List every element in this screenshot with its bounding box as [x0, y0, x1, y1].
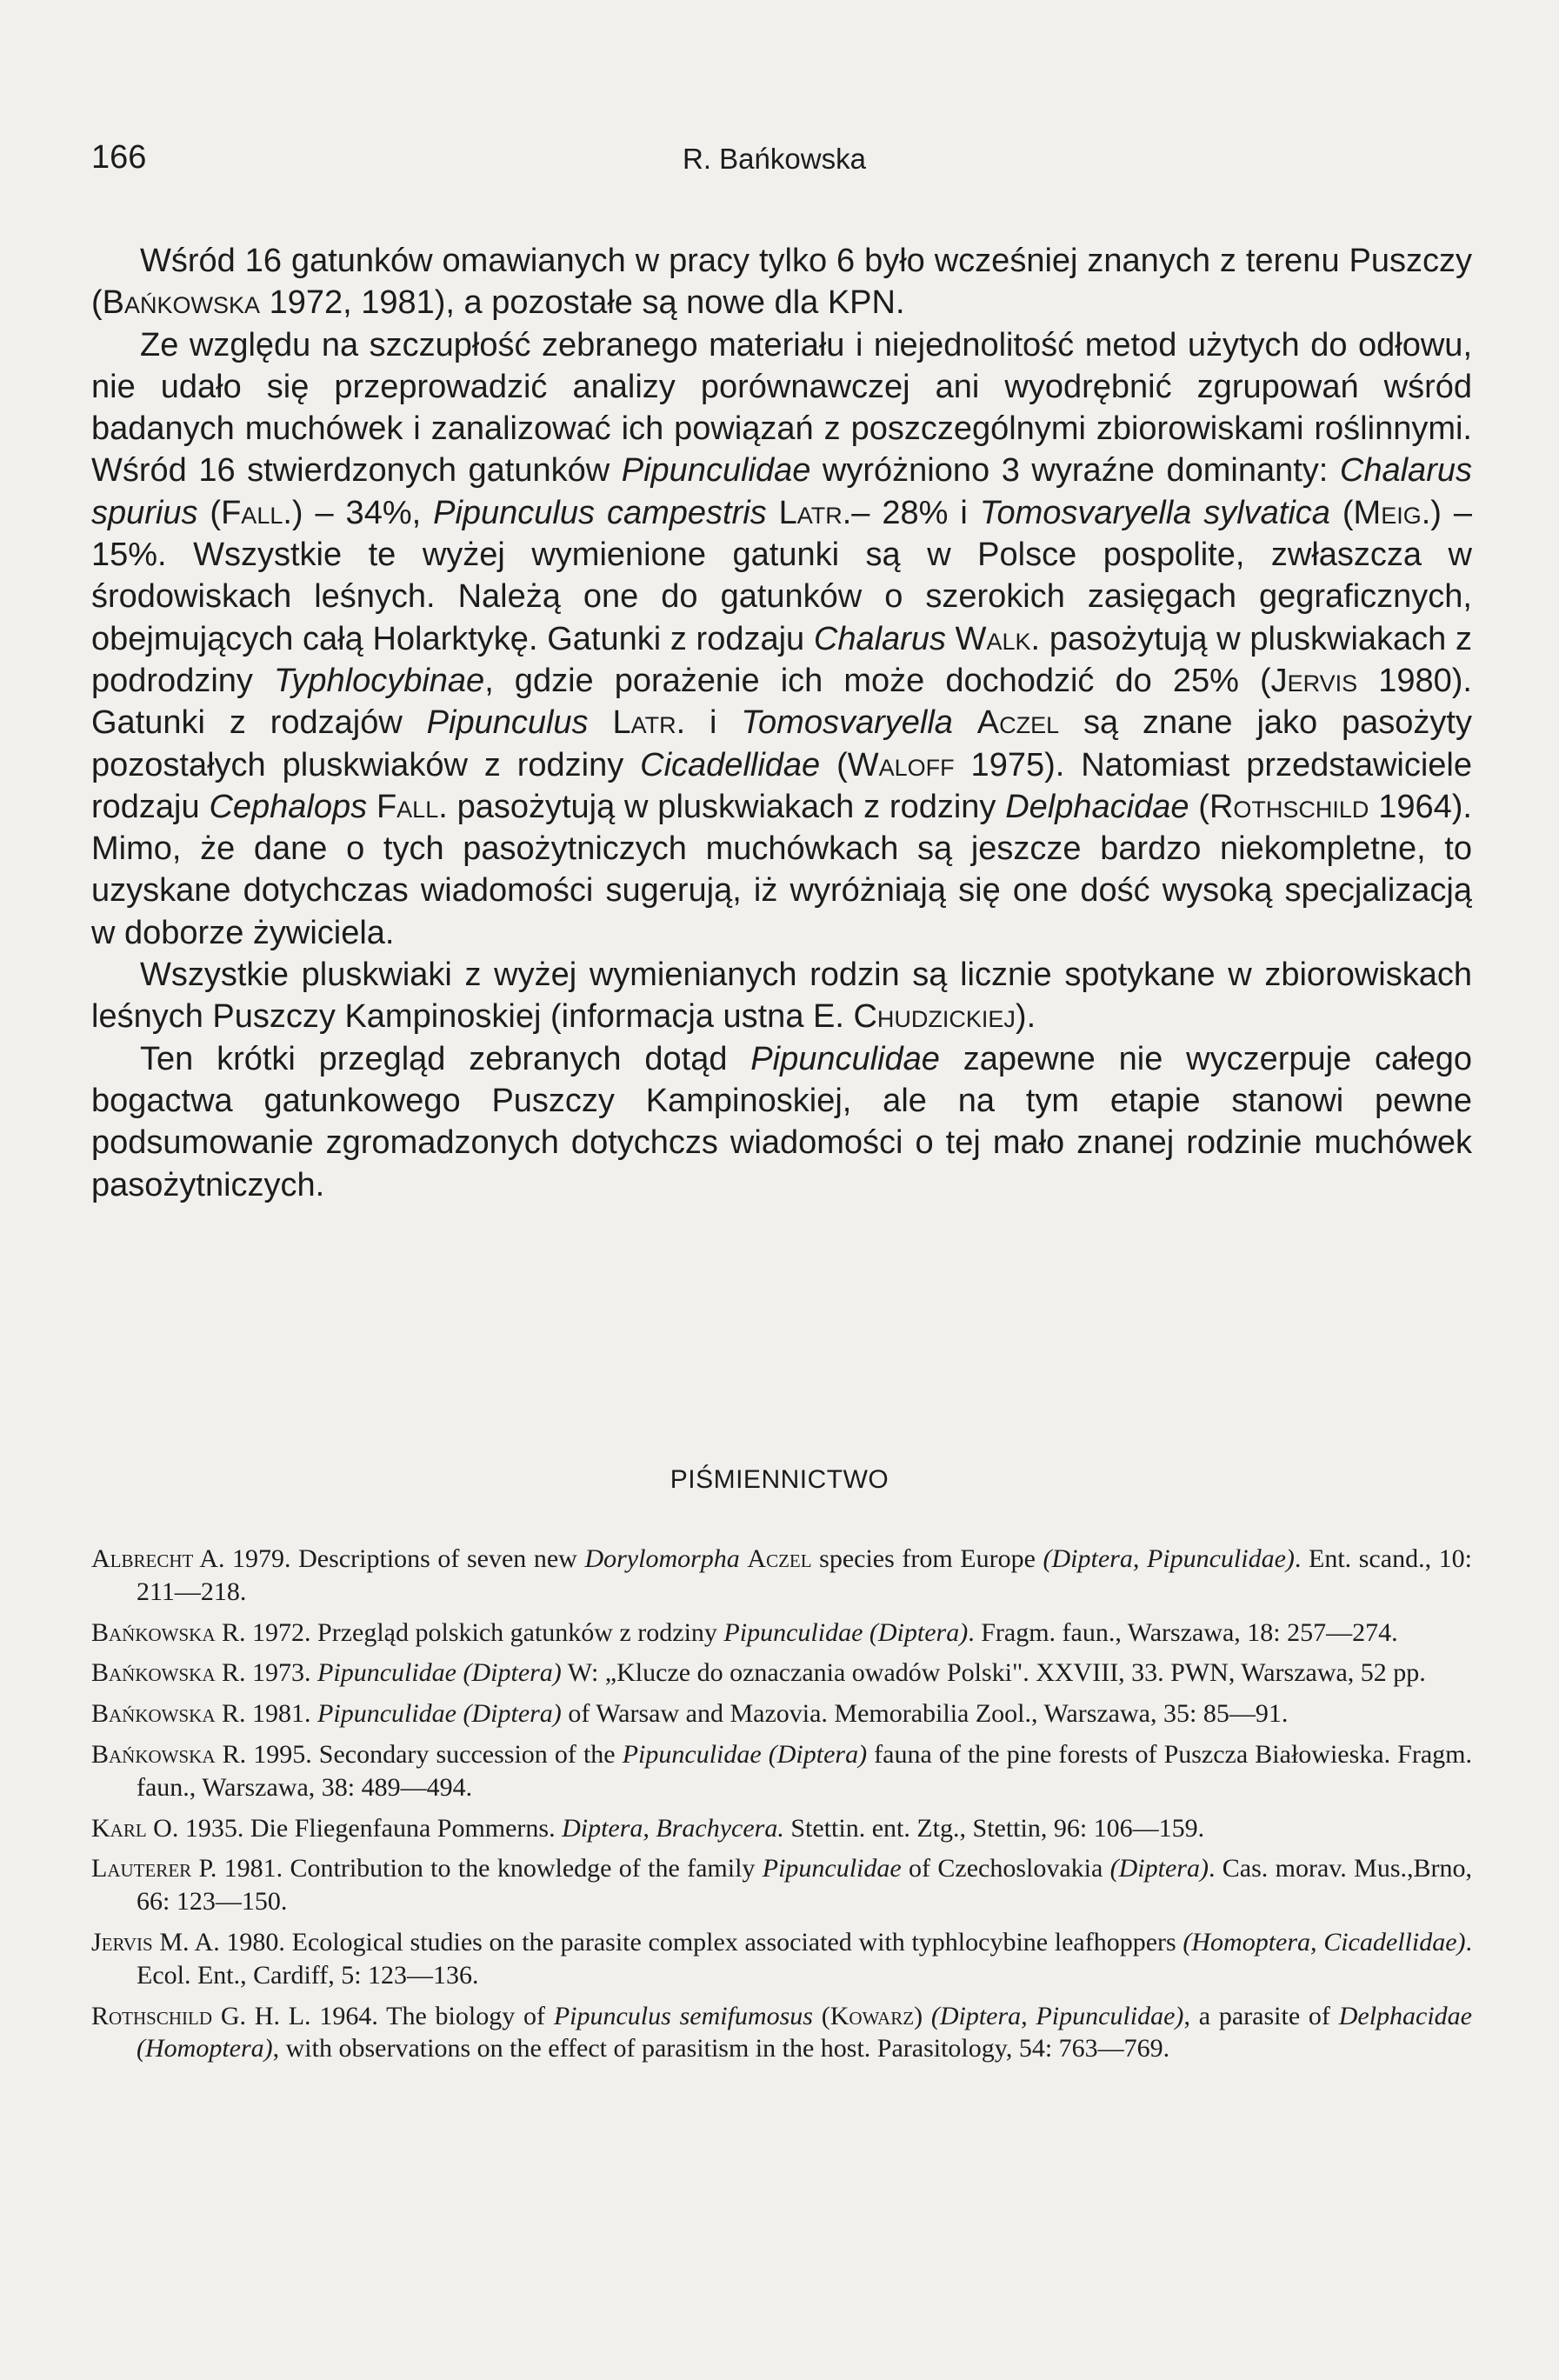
reference-item: [91, 1738, 1472, 1804]
author-name: Kowarz: [829, 2001, 915, 2030]
reference-item: [91, 1926, 1472, 1992]
taxon-name: Typhlocybinae: [273, 662, 485, 699]
reference-author: Bańkowska: [91, 1617, 216, 1647]
body-text: [91, 240, 1472, 1206]
taxon-name: Tomosvaryella sylvatica: [979, 494, 1330, 531]
text-run: 1964). Mimo, że dane o tych pasożytniczych muchówkach są jeszcze bardzo niekompletne, to uzyskane dotychczas wiadomości sugerują, iż wyróżniają się one dość wysoką specjalizacją w doborze żywiciela.: [91, 788, 1472, 951]
text-run: Wszystkie pluskwiaki z wyżej wymienianych rodzin są licznie spotykane w zbiorowiskach leśnych Puszczy Kampinoskiej (informacja ustna E.: [91, 957, 1472, 1036]
text-run: R. 1995. Secondary succession of the: [215, 1739, 623, 1769]
text-run: [589, 704, 613, 741]
taxon-name: (Homoptera, Cicadellidae): [1183, 1927, 1466, 1957]
taxon-name: Diptera, Brachycera.: [562, 1813, 784, 1843]
paragraph-2: [91, 324, 1472, 954]
author-name: Meig.: [1353, 494, 1431, 531]
reference-item: [91, 1852, 1472, 1918]
reference-author: Rothschild: [91, 2001, 213, 2030]
text-run: (: [820, 746, 848, 783]
author-name: Chudzickiej: [853, 998, 1016, 1036]
text-run: (: [1189, 788, 1209, 825]
taxon-name: Pipunculidae (Diptera): [622, 1739, 868, 1769]
taxon-name: Pipunculidae (Diptera): [317, 1699, 562, 1729]
text-run: species from Europe: [811, 1544, 1043, 1573]
author-name: Bańkowska: [102, 284, 261, 322]
taxon-name: Dorylomorpha: [584, 1544, 740, 1573]
text-run: ): [914, 2001, 931, 2030]
reference-item: [91, 1812, 1472, 1845]
text-run: . Cas. morav. Mus.,Brno, 66: 123—150.: [137, 1854, 1472, 1917]
text-run: . Fragm. faun., Warszawa, 18: 257—274.: [968, 1617, 1398, 1647]
taxon-name: Pipunculus campestris: [433, 494, 767, 531]
text-run: [946, 621, 956, 657]
text-run: ) – 34%,: [291, 494, 434, 531]
taxon-name: Pipunculidae (Diptera): [317, 1658, 562, 1688]
reference-author: Albrecht: [91, 1544, 194, 1573]
taxon-name: (Diptera): [1109, 1854, 1209, 1883]
taxon-name: Pipunculidae: [750, 1040, 940, 1077]
references-heading: PIŚMIENNICTWO: [670, 1465, 889, 1494]
taxon-name: Cephalops: [209, 788, 368, 825]
reference-item: [91, 1617, 1472, 1650]
text-run: – 28% i: [851, 494, 980, 531]
text-run: zapewne nie wyczerpuje całego bogactwa gatunkowego Puszczy Kampinoskiej, ale na tym etapie stanowi pewne podsumowanie zgromadzonych dotychczs wiadomości o tej mało znanej rodzinie muchówek pasożytniczych.: [91, 1040, 1472, 1203]
text-run: , a parasite of: [1183, 2001, 1339, 2030]
text-run: O. 1935. Die Fliegenfauna Pommerns.: [146, 1813, 563, 1843]
text-run: (: [1329, 494, 1354, 531]
text-run: (: [197, 494, 222, 531]
text-run: . Ecol. Ent., Cardiff, 5: 123—136.: [137, 1927, 1473, 1990]
paragraph-4: [91, 1038, 1472, 1206]
reference-author: Karl: [91, 1813, 147, 1843]
reference-author: Lauterer: [91, 1854, 192, 1883]
text-run: G. H. L. 1964. The biology of: [212, 2001, 554, 2030]
taxon-name: (Diptera, Pipunculidae): [930, 2001, 1184, 2030]
text-run: R. 1973.: [215, 1658, 318, 1688]
reference-author: Bańkowska: [91, 1699, 216, 1729]
taxon-name: Chalarus spurius: [91, 452, 1472, 531]
author-name: Latr.: [612, 704, 686, 742]
text-run: ).: [1015, 998, 1036, 1036]
reference-author: Jervis: [91, 1927, 153, 1957]
text-run: [367, 789, 376, 825]
reference-author: Bańkowska: [91, 1739, 216, 1769]
references-list: [91, 1543, 1472, 2073]
taxon-name: Delphacidae: [1005, 788, 1189, 825]
taxon-name: Pipunculus semifumosus: [553, 2001, 813, 2030]
author-name: Jervis: [1270, 662, 1358, 699]
taxon-name: Tomosvaryella: [741, 704, 953, 742]
text-run: pasożytują w pluskwiakach z podrodziny: [91, 620, 1473, 699]
text-run: fauna of the pine forests of Puszcza Białowieska. Fragm. faun., Warszawa, 38: 489—494.: [137, 1739, 1472, 1802]
text-run: wyróżniono 3 wyraźne dominanty:: [810, 452, 1340, 490]
author-name: Walk.: [955, 620, 1041, 657]
text-run: pasożytują w pluskwiakach z rodziny: [447, 788, 1006, 825]
taxon-name: Pipunculidae: [762, 1854, 902, 1883]
text-run: [953, 704, 977, 741]
text-run: Wśród 16 gatunków omawianych w pracy tylko 6 było wcześniej znanych z terenu Puszczy (: [91, 243, 1472, 322]
text-run: Ten krótki przegląd zebranych dotąd: [140, 1040, 751, 1077]
text-run: A. 1979. Descriptions of seven new: [193, 1544, 585, 1573]
reference-author: Bańkowska: [91, 1658, 216, 1688]
text-run: , with observations on the effect of parasitism in the host. Parasitology, 54: 763—769.: [272, 2034, 1170, 2063]
taxon-name: (Diptera, Pipunculidae): [1043, 1544, 1295, 1573]
text-run: i: [685, 704, 742, 742]
text-run: 1972, 1981), a pozostałe są nowe dla KPN.: [260, 284, 905, 322]
taxon-name: Cicadellidae: [640, 746, 821, 783]
text-run: , gdzie porażenie ich może dochodzić do 25% (: [484, 662, 1271, 699]
author-name: Aczel: [976, 704, 1060, 742]
running-head: R. Bańkowska: [683, 143, 866, 175]
author-name: Rothschild: [1209, 788, 1369, 825]
author-name: Aczel: [747, 1544, 812, 1573]
text-run: of Warsaw and Mazovia. Memorabilia Zool., Warszawa, 35: 85—91.: [561, 1699, 1289, 1729]
author-name: Waloff: [847, 746, 955, 783]
text-run: . Ent. scand., 10: 211—218.: [137, 1544, 1472, 1606]
paragraph-1: [91, 240, 1472, 324]
text-run: of Czechoslovakia: [901, 1854, 1110, 1883]
reference-item: [91, 1657, 1472, 1690]
text-run: są znane jako pasożyty pozostałych pluskwiaków z rodziny: [91, 704, 1472, 783]
taxon-name: Pipunculidae: [621, 452, 811, 490]
author-name: Latr.: [778, 494, 852, 531]
reference-item: [91, 2000, 1472, 2066]
author-name: Fall.: [376, 788, 448, 825]
text-run: W: „Klucze do oznaczania owadów Polski". XXVIII, 33. PWN, Warszawa, 52 pp.: [561, 1658, 1426, 1688]
taxon-name: Delphacidae (Homoptera): [137, 2001, 1472, 2063]
text-run: 1975). Natomiast przedstawiciele rodzaju: [91, 746, 1472, 825]
paragraph-3: [91, 954, 1472, 1038]
reference-item: [91, 1543, 1472, 1609]
text-run: 1980). Gatunki z rodzajów: [91, 662, 1472, 742]
page-number: 166: [91, 139, 147, 176]
text-run: ) – 15%. Wszystkie te wyżej wymienione gatunki są w Polsce pospolite, zwłaszcza w środowiskach leśnych. Należą one do gatunków o szerokich zasięgach gegraficznych, obejmujących całą Holarktykę. Gatunki z rodzaju: [91, 494, 1473, 657]
author-name: Fall.: [221, 494, 292, 531]
reference-item: [91, 1697, 1472, 1730]
text-run: [767, 495, 779, 531]
text-run: M. A. 1980. Ecological studies on the parasite complex associated with typhlocybine leafhoppers: [152, 1927, 1183, 1957]
text-run: Ze względu na szczupłość zebranego materiału i niejednolitość metod użytych do odłowu, nie udało się przeprowadzić analizy porównawczej ani wyodrębnić zgrupowań wśród badanych muchówek i zanalizować ich powiązań z poszczególnymi zbiorowiskami roślinnymi. Wśród 16 stwierdzonych gatunków: [91, 326, 1472, 490]
taxon-name: Chalarus: [813, 620, 946, 657]
text-run: P. 1981. Contribution to the knowledge of the family: [191, 1854, 763, 1883]
text-run: R. 1972. Przegląd polskich gatunków z rodziny: [215, 1617, 724, 1647]
taxon-name: Pipunculus: [426, 704, 589, 742]
text-run: (: [812, 2001, 830, 2030]
taxon-name: Pipunculidae (Diptera): [723, 1617, 969, 1647]
text-run: R. 1981.: [215, 1699, 318, 1729]
text-run: Stettin. ent. Ztg., Stettin, 96: 106—159.: [783, 1813, 1205, 1843]
